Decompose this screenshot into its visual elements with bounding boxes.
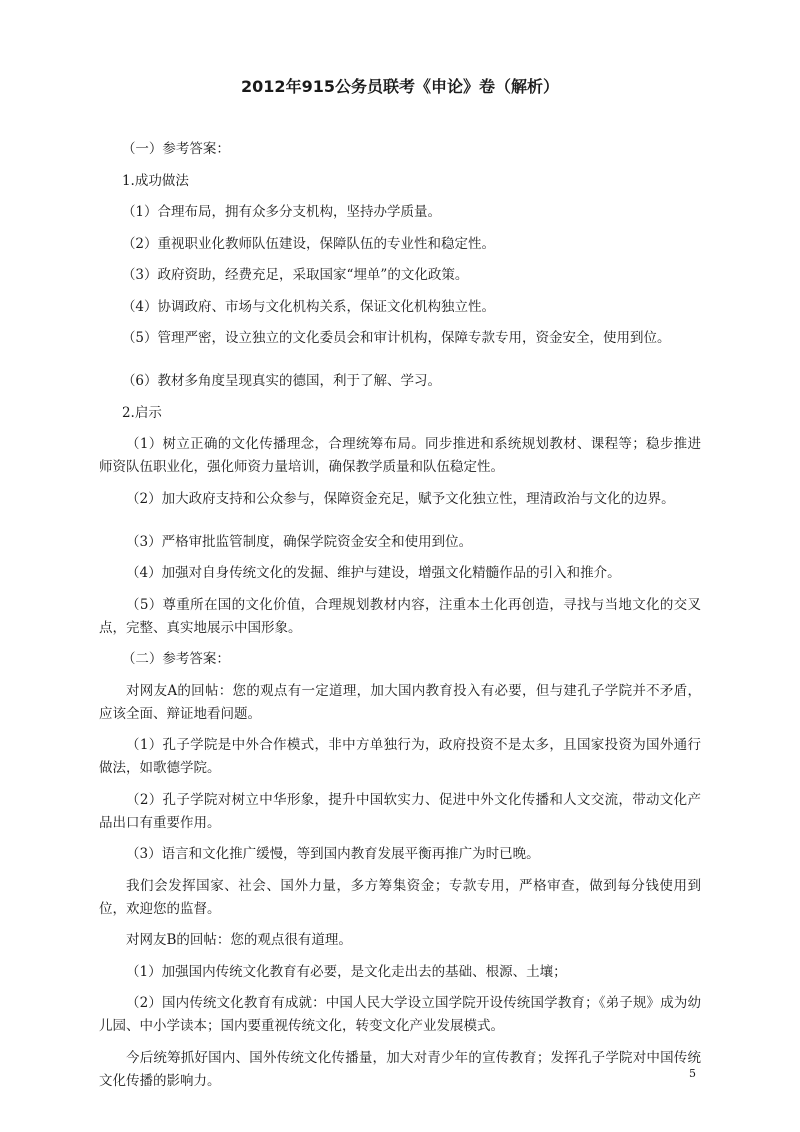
paragraph: （1）合理布局，拥有众多分支机构，坚持办学质量。 (121, 204, 442, 220)
paragraph: （2）加大政府支持和公众参与，保障资金充足，赋予文化独立性，理清政治与文化的边界。 (126, 490, 675, 507)
paragraph: 我们会发挥国家、社会、国外力量，多方筹集资金；专款专用，严格审查，做到每分钱使用到位，欢迎您的监督。 (99, 877, 701, 917)
paragraph: 今后统筹抓好国内、国外传统文化传播量，加大对青少年的宣传教育；发挥孔子学院对中国传统文化传播的影响力。 (99, 1049, 701, 1089)
document-body (99, 138, 701, 1101)
paragraph: （5）管理严密，设立独立的文化委员会和审计机构，保障专款专用，资金安全，使用到位。 (121, 330, 671, 346)
section-heading-2: （二）参考答案： (121, 651, 230, 667)
paragraph: （2）国内传统文化教育有成就：中国人民大学设立国学院开设传统国学教育；《弟子规》成为幼儿园、中小学读本；国内要重视传统文化，转变文化产业发展模式。 (99, 995, 701, 1034)
paragraph: 对网友B的回帖：您的观点很有道理。 (126, 932, 352, 948)
paragraph: （3）语言和文化推广缓慢，等到国内教育发展平衡再推广为时已晚。 (126, 846, 540, 862)
subheading-success: 1.成功做法 (121, 172, 189, 189)
paragraph: （2）孔子学院对树立中华形象，提升中国软实力、促进中外文化传播和人文交流，带动文化产品出口有重要作用。 (99, 791, 701, 831)
paragraph: 对网友A的回帖：您的观点有一定道理，加大国内教育投入有必要，但与建孔子学院并不矛盾，应该全面、辩证地看问题。 (99, 682, 701, 722)
paragraph: （5）尊重所在国的文化价值，合理规划教材内容，注重本土化再创造，寻找与当地文化的交叉点，完整、真实地展示中国形象。 (99, 596, 701, 636)
paragraph: （1）加强国内传统文化教育有必要，是文化走出去的基础、根源、土壤； (126, 963, 567, 980)
paragraph: （3）严格审批监管制度，确保学院资金安全和使用到位。 (126, 533, 473, 550)
document-title: 2012年915公务员联考《申论》卷（解析） (241, 77, 559, 96)
page-number: 5 (689, 1067, 696, 1080)
subheading-inspiration: 2.启示 (121, 404, 162, 421)
paragraph: （1）树立正确的文化传播理念，合理统筹布局。同步推进和系统规划教材、课程等；稳步推进师资队伍职业化，强化师资力量培训，确保教学质量和队伍稳定性。 (99, 436, 701, 475)
paragraph: （1）孔子学院是中外合作模式，非中方单独行为，政府投资不是太多，且国家投资为国外通行做法，如歌德学院。 (99, 737, 701, 776)
paragraph: （3）政府资助，经费充足，采取国家“埋单”的文化政策。 (121, 267, 469, 283)
paragraph: （2）重视职业化教师队伍建设，保障队伍的专业性和稳定性。 (121, 235, 496, 252)
paragraph: （4）加强对自身传统文化的发掘、维护与建设，增强文化精髓作品的引入和推介。 (126, 565, 621, 581)
section-heading-1: （一）参考答案： (121, 141, 230, 157)
paragraph: （4）协调政府、市场与文化机构关系，保证文化机构独立性。 (121, 298, 496, 315)
paragraph: （6）教材多角度呈现真实的德国，利于了解、学习。 (121, 373, 442, 389)
